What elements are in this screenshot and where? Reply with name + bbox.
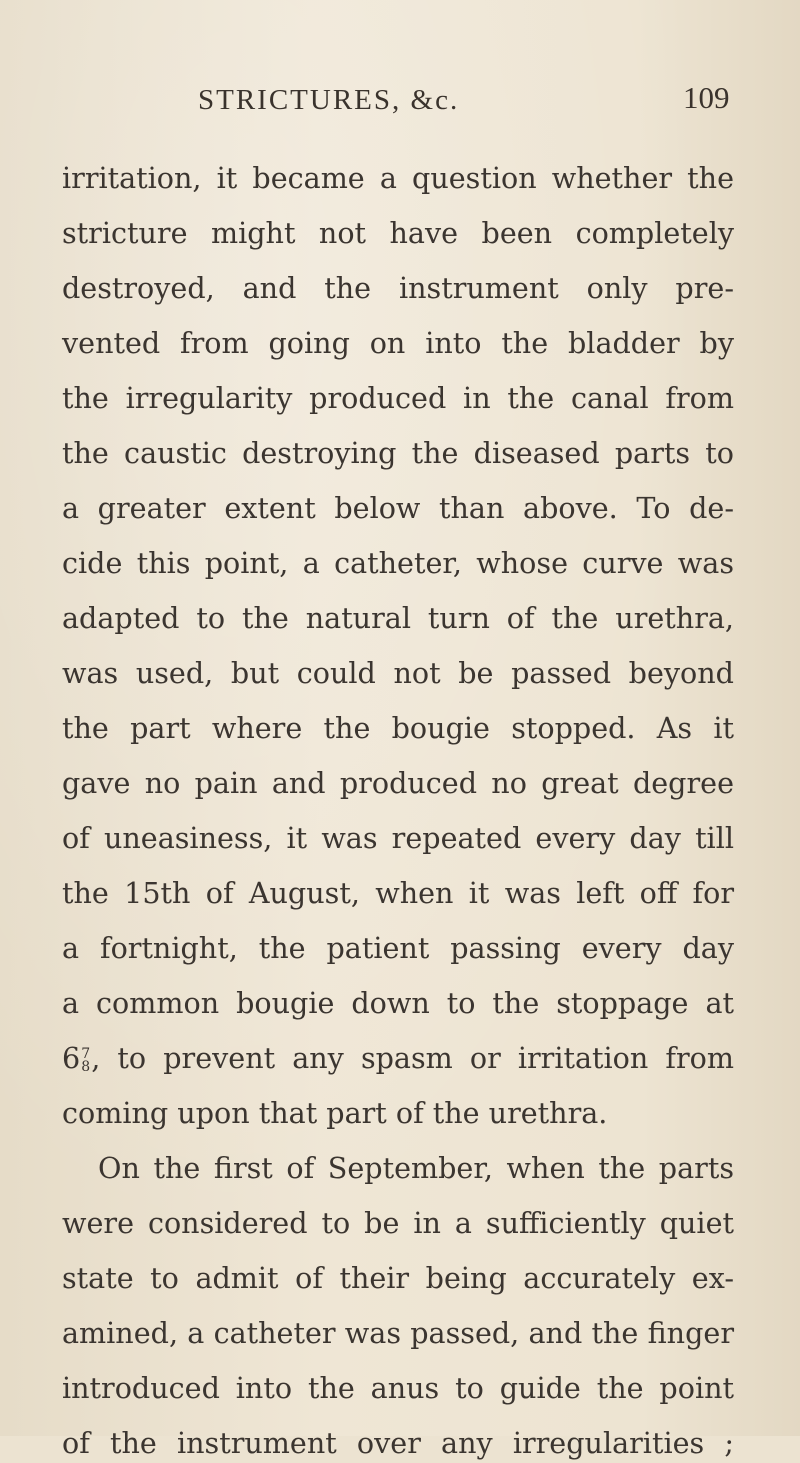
text-line: the irregularity produced in the canal from — [62, 381, 734, 415]
text-line: cide this point, a catheter, whose curve was — [62, 546, 734, 580]
text-line: state to admit of their being accurately ex- — [62, 1261, 734, 1295]
fraction — [81, 1045, 91, 1075]
running-head: STRICTURES, &c. — [198, 84, 460, 116]
text-line: adapted to the natural turn of the urethra, — [62, 601, 734, 635]
paragraph-first-line: On the first of September, when the parts — [98, 1151, 734, 1185]
text-line: the 15th of August, when it was left off for — [62, 876, 734, 910]
fraction-whole: 6 — [62, 1041, 81, 1075]
text-line: of the instrument over any irregularities ; — [62, 1426, 734, 1460]
text-line: a greater extent below than above. To de- — [62, 491, 734, 525]
text-line: introduced into the anus to guide the point — [62, 1371, 734, 1405]
text-line: coming upon that part of the urethra. — [62, 1096, 608, 1130]
text-line: stricture might not have been completely — [62, 216, 734, 250]
text-line: a common bougie down to the stoppage at — [62, 986, 734, 1020]
text-line: were considered to be in a sufficiently quiet — [62, 1206, 734, 1240]
text-line: vented from going on into the bladder by — [62, 326, 734, 360]
text-line: amined, a catheter was passed, and the finger — [62, 1316, 734, 1350]
page-number: 109 — [683, 80, 730, 115]
text-line: was used, but could not be passed beyond — [62, 656, 734, 690]
text-line: destroyed, and the instrument only pre- — [62, 271, 734, 305]
text-line: the caustic destroying the diseased parts to — [62, 436, 734, 470]
text-line: the part where the bougie stopped. As it — [62, 711, 734, 745]
text-line: gave no pain and produced no great degree — [62, 766, 734, 800]
text-line: irritation, it became a question whether the — [62, 161, 734, 195]
fraction-denominator: 8 — [81, 1058, 91, 1075]
line-remainder: , to prevent any spasm or irritation from — [91, 1041, 734, 1075]
text-line: a fortnight, the patient passing every day — [62, 931, 734, 965]
fraction-numerator: 7 — [81, 1045, 91, 1062]
text-line-with-fraction — [62, 1038, 734, 1078]
text-line: of uneasiness, it was repeated every day till — [62, 821, 734, 855]
